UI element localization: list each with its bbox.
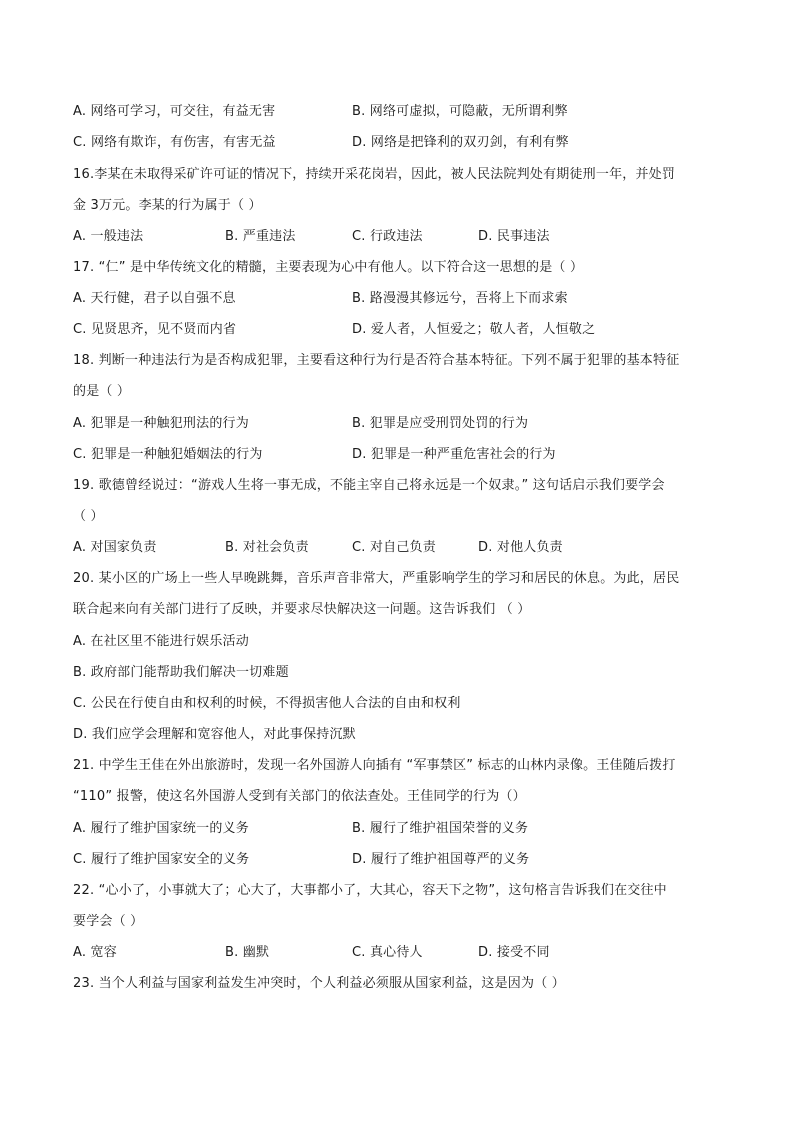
q18-stem-line2: 的是（ ） bbox=[73, 384, 131, 399]
q17-stem: 17. “仁” 是中华传统文化的精髓，主要表现为心中有他人。以下符合这一思想的是（ ） bbox=[73, 260, 584, 275]
q22-stem-line1: 22. “心小了，小事就大了；心大了，大事都小了，大其心，容天下之物”，这句格言告诉我们在交往中 bbox=[73, 883, 667, 898]
q21-option-b: B. 履行了维护祖国荣誉的义务 bbox=[352, 821, 529, 836]
q15-option-d: D. 网络是把锋利的双刃剑，有利有弊 bbox=[352, 135, 569, 150]
q22-stem-line2: 要学会（ ） bbox=[73, 914, 144, 929]
q16-stem-line2: 金 3万元。李某的行为属于（ ） bbox=[73, 198, 262, 213]
q21-stem-line1: 21. 中学生王佳在外出旅游时，发现一名外国游人向插有 “军事禁区” 标志的山林内录像。王佳随后拨打 bbox=[73, 758, 676, 773]
q19-option-b: B. 对社会负责 bbox=[225, 540, 309, 555]
q18-option-d: D. 犯罪是一种严重危害社会的行为 bbox=[352, 447, 556, 462]
q19-option-d: D. 对他人负责 bbox=[478, 540, 563, 555]
q22-option-a: A. 宽容 bbox=[73, 945, 117, 960]
q21-option-d: D. 履行了维护祖国尊严的义务 bbox=[352, 852, 530, 867]
q18-option-b: B. 犯罪是应受刑罚处罚的行为 bbox=[352, 416, 529, 431]
q20-option-b: B. 政府部门能帮助我们解决一切难题 bbox=[73, 665, 289, 680]
q21-option-c: C. 履行了维护国家安全的义务 bbox=[73, 852, 250, 867]
q20-option-c: C. 公民在行使自由和权利的时候，不得损害他人合法的自由和权利 bbox=[73, 696, 461, 711]
q19-stem-line1: 19. 歌德曾经说过：“游戏人生将一事无成，不能主宰自己将永远是一个奴隶。” 这句话启示我们要学会 bbox=[73, 478, 665, 493]
q15-option-a: A. 网络可学习，可交往，有益无害 bbox=[73, 104, 276, 119]
q20-option-d: D. 我们应学会理解和宽容他人，对此事保持沉默 bbox=[73, 727, 356, 742]
q19-option-c: C. 对自己负责 bbox=[352, 540, 436, 555]
q22-option-b: B. 幽默 bbox=[225, 945, 270, 960]
q16-option-a: A. 一般违法 bbox=[73, 229, 144, 244]
q22-option-c: C. 真心待人 bbox=[352, 945, 423, 960]
q16-option-c: C. 行政违法 bbox=[352, 229, 423, 244]
q21-option-a: A. 履行了维护国家统一的义务 bbox=[73, 821, 249, 836]
q17-option-d: D. 爱人者，人恒爱之；敬人者，人恒敬之 bbox=[352, 322, 596, 337]
q22-option-d: D. 接受不同 bbox=[478, 945, 550, 960]
q16-option-b: B. 严重违法 bbox=[225, 229, 296, 244]
q18-stem-line1: 18. 判断一种违法行为是否构成犯罪，主要看这种行为行是否符合基本特征。下列不属于犯罪的基本特征 bbox=[73, 353, 680, 368]
q17-option-a: A. 天行健，君子以自强不息 bbox=[73, 291, 236, 306]
q17-option-b: B. 路漫漫其修远兮，吾将上下而求索 bbox=[352, 291, 568, 306]
q19-option-a: A. 对国家负责 bbox=[73, 540, 157, 555]
q16-option-d: D. 民事违法 bbox=[478, 229, 550, 244]
q19-stem-line2: （ ） bbox=[73, 509, 104, 524]
q21-stem-line2: “110” 报警，使这名外国游人受到有关部门的依法查处。王佳同学的行为（） bbox=[73, 789, 526, 804]
q23-stem: 23. 当个人利益与国家利益发生冲突时，个人利益必须服从国家利益，这是因为（ ） bbox=[73, 976, 565, 991]
q18-option-c: C. 犯罪是一种触犯婚姻法的行为 bbox=[73, 447, 263, 462]
q15-option-b: B. 网络可虚拟，可隐蔽，无所谓利弊 bbox=[352, 104, 568, 119]
q20-option-a: A. 在社区里不能进行娱乐活动 bbox=[73, 634, 249, 649]
q17-option-c: C. 见贤思齐，见不贤而内省 bbox=[73, 322, 237, 337]
q20-stem-line2: 联合起来向有关部门进行了反映，并要求尽快解决这一问题。这告诉我们 （ ） bbox=[73, 602, 531, 617]
q16-stem-line1: 16.李某在未取得采矿许可证的情况下，持续开采花岗岩，因此，被人民法院判处有期徒刑一年，并处罚 bbox=[73, 167, 676, 182]
q15-option-c: C. 网络有欺诈，有伤害，有害无益 bbox=[73, 135, 276, 150]
q20-stem-line1: 20. 某小区的广场上一些人早晚跳舞，音乐声音非常大，严重影响学生的学习和居民的休息。为此，居民 bbox=[73, 571, 680, 586]
q18-option-a: A. 犯罪是一种触犯刑法的行为 bbox=[73, 416, 249, 431]
